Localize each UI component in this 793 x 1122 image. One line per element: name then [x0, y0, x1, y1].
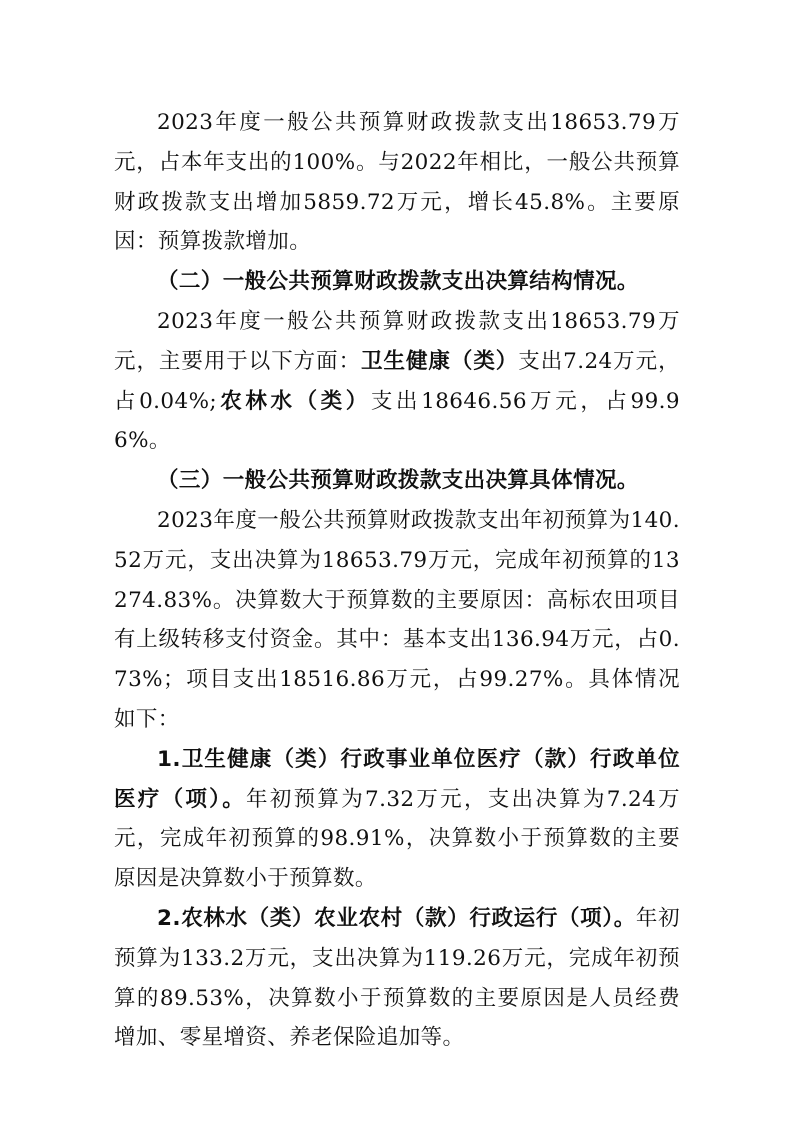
list-item-health — [114, 740, 680, 899]
paragraph-text: 2023年度一般公共预算财政拨款支出年初预算为140.52万元，支出决算为18653.79万元，完成年初预算的13274.83%。决算数大于预算数的主要原因：高标农田项目有上级转移支付资金。其中：基本支出136.94万元，占0.73%；项目支出18516.86万元，占99.27%。具体情况如下： — [114, 507, 680, 732]
section-heading-details — [114, 461, 680, 501]
paragraph-text: 2023年度一般公共预算财政拨款支出18653.79万元，主要用于以下方面： — [114, 308, 680, 374]
document-body — [114, 103, 680, 1058]
section-heading-structure — [114, 262, 680, 302]
heading-text: （三）一般公共预算财政拨款支出决算具体情况。 — [157, 468, 639, 494]
heading-text: （二）一般公共预算财政拨款支出决算结构情况。 — [157, 269, 639, 295]
list-item-agriculture — [114, 899, 680, 1058]
item-text: 年初预算为7.32万元，支出决算为7.24万元，完成年初预算的98.91%，决算数小于预算数的主要原因是决算数小于预算数。 — [114, 786, 681, 892]
paragraph-text: 支出7.24万元，占0.04%; — [114, 348, 680, 414]
paragraph-text: 支出18646.56万元，占99.96%。 — [114, 388, 680, 454]
paragraph-text: 2023年度一般公共预算财政拨款支出18653.79万元，占本年支出的100%。与2022年相比，一般公共预算财政拨款支出增加5859.72万元，增长45.8%。主要原因：预算拨款增加。 — [114, 110, 680, 255]
category-agriculture-label: 农林水（类） — [217, 388, 371, 414]
item-text: 年初预算为133.2万元，支出决算为119.26万元，完成年初预算的89.53%，决算数小于预算数的主要原因是人员经费增加、零星增资、养老保险追加等。 — [114, 905, 680, 1051]
paragraph-expenditure-details — [114, 501, 680, 740]
category-health-label: 卫生健康（类） — [361, 348, 519, 374]
paragraph-expenditure-structure — [114, 302, 680, 461]
item-title: 2.农林水（类）农业农村（款）行政运行（项）。 — [157, 905, 636, 931]
paragraph-expenditure-overview — [114, 103, 680, 262]
item-title: 1.卫生健康（类）行政事业单位医疗（款）行政单位医疗（项）。 — [114, 746, 680, 812]
